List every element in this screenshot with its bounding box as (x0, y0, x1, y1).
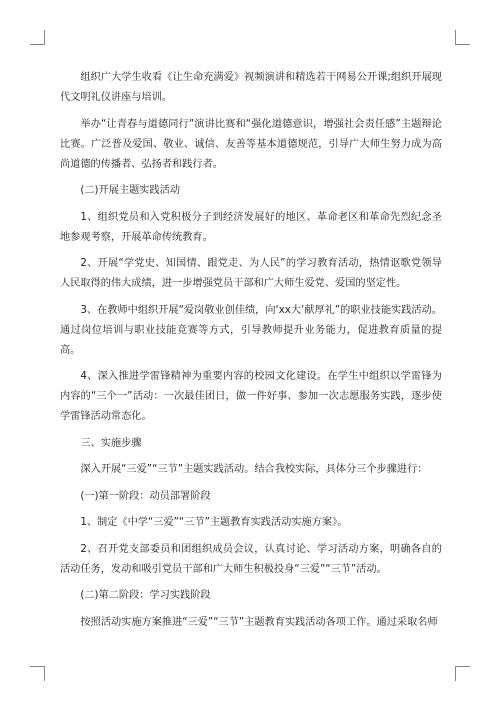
section-heading: 三、实施步骤 (80, 437, 142, 449)
paragraph: 3、在教师中组织开展“爱岗敬业创佳绩，向‘xx大’献厚礼”的职业技能实践活动。通过岗位培训与职业技能竞赛等方式，引导教师提升业务能力，促进教育质量的提高。 (60, 304, 442, 356)
crop-mark-bottom-left (30, 666, 45, 681)
paragraph: 2、开展“学党史、知国情、跟党走、为人民”的学习教育活动，热情讴歌党领导人民取得的伟大成绩，进一步增强党员干部和广大师生爱党、爱国的坚定性。 (60, 258, 442, 289)
paragraph: 2、召开党支部委员和团组织成员会议，认真讨论、学习活动方案，明确各自的活动任务，发动和吸引党员干部和广大师生积极投身“三爱”“三节”活动。 (60, 543, 442, 575)
document-body (60, 68, 442, 639)
paragraph: 举办“让青春与道德同行”演讲比赛和“强化道德意识，增强社会责任感”主题辩论比赛。广泛普及爱国、敬业、诚信、友善等基本道德规范，引导广大师生努力成为高尚道德的传播者、弘扬者和践行者。 (60, 118, 442, 170)
paragraph: 按照活动实施方案推进“三爱”“三节”主题教育实践活动各项工作。通过采取名师 (80, 616, 438, 628)
crop-mark-top-right (455, 30, 470, 45)
paragraph: 组织广大学生收看《让生命充满爱》视频演讲和精选若干网易公开课;组织开展现代文明礼仪讲座与培训。 (60, 72, 442, 103)
section-heading: (二)开展主题实践活动 (80, 185, 181, 196)
paragraph: 4、深入推进学雷锋精神为重要内容的校园文化建设。在学生中组织以学雷锋为内容的“三个一”活动：一次最佳团日，做一件好事、参加一次志愿服务实践，逐步使学雷锋活动常态化。 (60, 371, 442, 422)
crop-mark-bottom-right (455, 666, 470, 681)
section-heading: (一)第一阶段：动员部署阶段 (80, 490, 211, 502)
paragraph: 深入开展“三爱”“三节”主题实践活动。结合我校实际，具体分三个步骤进行： (80, 464, 428, 475)
crop-mark-top-left (30, 30, 45, 45)
section-heading: (二)第二阶段：学习实践阶段 (80, 590, 211, 601)
paragraph: 1、制定《中学“三爱”“三节”主题教育实践活动实施方案》。 (80, 517, 348, 528)
paragraph: 1、组织党员和入党积极分子到经济发展好的地区、革命老区和革命先烈纪念圣地参观考察，开展革命传统教育。 (60, 211, 442, 243)
